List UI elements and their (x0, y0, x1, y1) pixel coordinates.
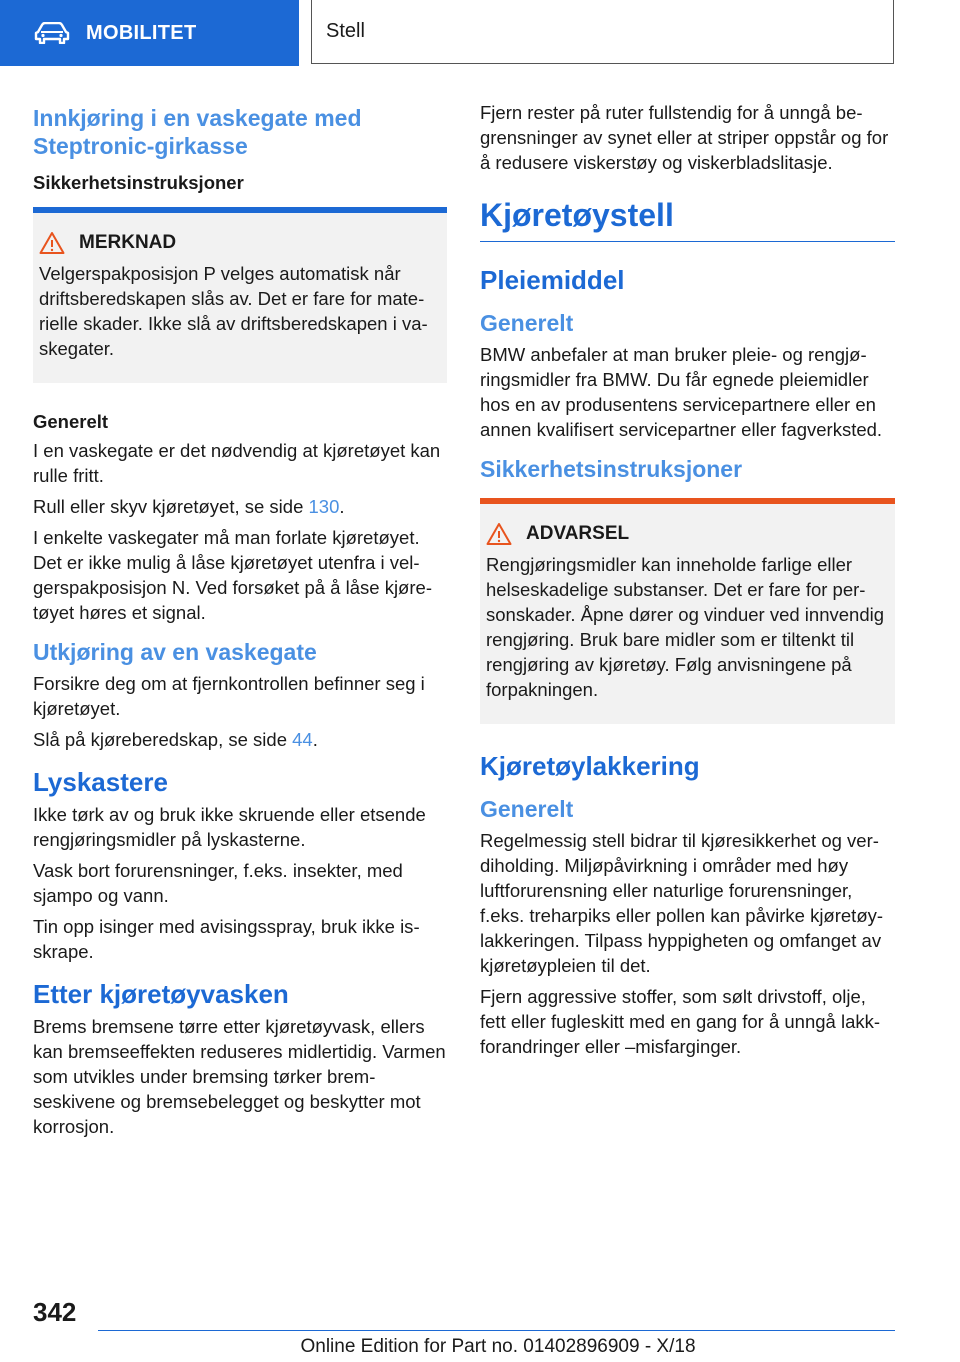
paragraph: Ikke tørk av og bruk ikke skruende eller etsende rengjøringsmidler på lyskasterne. (33, 804, 426, 850)
heading-safety: Sikkerhetsinstruksjoner (33, 172, 244, 193)
notice-box (33, 207, 447, 383)
page-number: 342 (33, 1297, 77, 1327)
page-header (0, 0, 960, 66)
paragraph: Fjern aggressive stoffer, som sølt drivstoff, olje, fett eller fugleskitt med en gang for å unngå lakkforandringer eller –misfarginger. (480, 986, 881, 1057)
warning-triangle-icon (486, 522, 512, 546)
paragraph: Regelmessig stell bidrar til kjøresikkerhet og verdiholding. Miljøpåvirkning i områder med høy luftforurensning eller naturlige forurensninger, f.eks. treharpiks eller pollen kan påvirke kjøretøylakkeringen. Tilpass hyppigheten og omfanget av kjøretøypleien til det. (480, 830, 884, 976)
paragraph: I en vaskegate er det nødvendig at kjøretøyet kan rulle fritt. (33, 440, 441, 486)
left-column (33, 100, 447, 1145)
paragraph: Brems bremsene tørre etter kjøretøyvask, ellers kan bremseeffekten reduseres midlertidig. Varmen som utvikles under bremsing tørker bremseskivene og bremsebelegget og beskytter mot korrosjon. (33, 1016, 446, 1137)
paragraph: Fjern rester på ruter fullstendig for å unngå begrensninger av synet eller at striper oppstår og for å redusere viskerstøy og viskerbladslitasje. (480, 102, 889, 173)
paragraph: Tin opp isinger med avisingsspray, bruk ikke isskrape. (33, 916, 420, 962)
paragraph: Vask bort forurensninger, f.eks. insekter, med sjampo og vann. (33, 860, 403, 906)
heading-exit-wash: Utkjøring av en vaskegate (33, 639, 317, 665)
paragraph-with-link: Rull eller skyv kjøretøyet, se side 130. (33, 496, 345, 517)
chapter-heading: Kjøretøystell (480, 195, 895, 242)
page-link-130[interactable]: 130 (308, 496, 340, 517)
footer-divider (98, 1330, 895, 1331)
right-column (480, 100, 895, 1065)
heading-safety: Sikkerhetsinstruksjoner (480, 456, 743, 482)
chapter-tab-mobilitet[interactable] (0, 0, 299, 66)
warning-title: ADVARSEL (526, 523, 630, 544)
notice-text: Velgerspakposisjon P velges automatisk når driftsberedskapen slås av. Det er fare for materielle skader. Ikke slå av driftsberedskapen i vaskegater. (39, 263, 428, 359)
notice-title: MERKNAD (79, 232, 177, 253)
warning-box (480, 498, 895, 724)
footer-edition: Online Edition for Part no. 01402896909 - X/18 (300, 1336, 696, 1357)
page-link-44[interactable]: 44 (292, 729, 313, 750)
heading-general: Generelt (480, 796, 574, 822)
paragraph: I enkelte vaskegater må man forlate kjøretøyet. Det er ikke mulig å låse kjøretøyet utenfra i velgerspakposisjon N. Ved forsøket på å låse kjøretøyet høres et signal. (33, 527, 432, 623)
heading-after-wash: Etter kjøretøyvasken (33, 979, 289, 1009)
heading-care-products: Pleiemiddel (480, 265, 625, 295)
paragraph-with-link: Slå på kjøreberedskap, se side 44. (33, 729, 318, 750)
heading-general: Generelt (480, 310, 574, 336)
heading-general: Generelt (33, 411, 109, 432)
warning-triangle-icon (39, 231, 65, 255)
chapter-tab-label: MOBILITET (86, 21, 197, 44)
heading-car-wash: Innkjøring i en vaskegate med Steptronic-girkasse (33, 105, 362, 159)
heading-paint: Kjøretøylakkering (480, 751, 700, 781)
car-icon (34, 22, 70, 44)
paragraph: BMW anbefaler at man bruker pleie- og rengjøringsmidler fra BMW. Du får egnede pleiemidler hos en av produsentens servicepartnere eller en annen kvalifisert servicepartner eller fagverksted. (480, 344, 883, 440)
section-tab-label: Stell (326, 20, 365, 42)
warning-text: Rengjøringsmidler kan inneholde farlige eller helseskadelige substanser. Det er fare for personskader. Åpne dører og vinduer ved innvendig rengjøring. Bruk bare midler som er tiltenkt til rengjøring av kjøretøy. Følg anvisningene på forpakningen. (486, 554, 885, 700)
heading-headlights: Lyskastere (33, 767, 168, 797)
section-tab-stell[interactable] (311, 0, 894, 64)
paragraph: Forsikre deg om at fjernkontrollen befinner seg i kjøretøyet. (33, 673, 425, 719)
